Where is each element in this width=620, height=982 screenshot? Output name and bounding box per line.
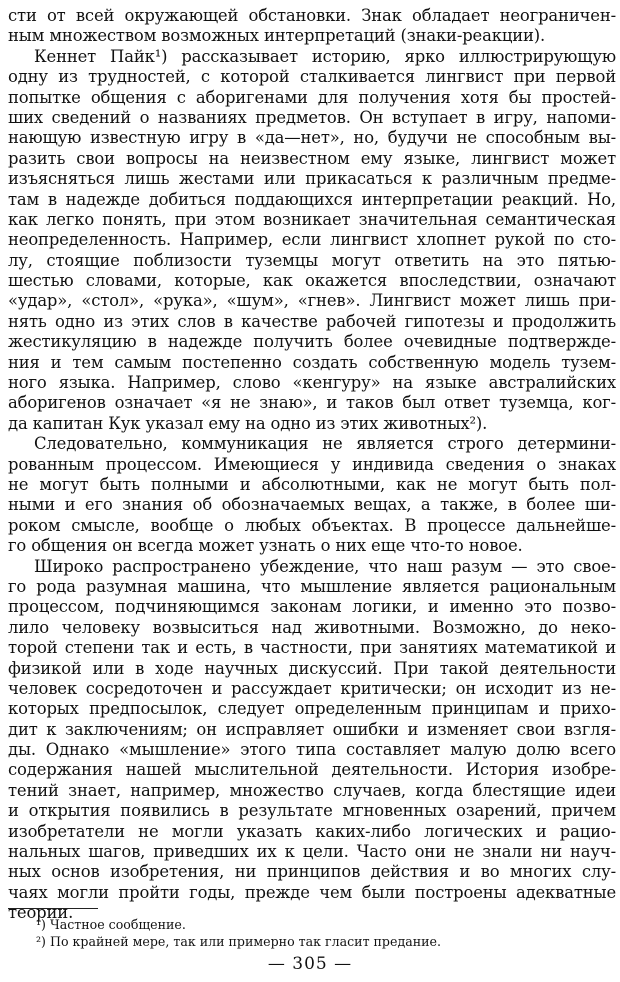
- text-line: содержания нашей мыслительной деятельности. История изобре-: [8, 760, 616, 780]
- text-line: нять одно из этих слов в качестве рабочей гипотезы и продолжить: [8, 311, 616, 331]
- text-line: как легко понять, при этом возникает значительная семантическая: [8, 209, 616, 229]
- footnote-divider: [8, 908, 98, 909]
- text-line: Широко распространено убеждение, что наш разум — это свое-: [34, 556, 616, 576]
- text-line: Следовательно, коммуникация не является строго детермини-: [34, 434, 616, 454]
- text-line: го рода разумная машина, что мышление является рациональным: [8, 576, 616, 596]
- text-line: которых предпосылок, следует определенным принципам и прихо-: [8, 699, 616, 719]
- text-line: жестикуляцию в надежде получить более очевидные подтвержде-: [8, 332, 616, 352]
- text-line: не могут быть полными и абсолютными, как не могут быть пол-: [8, 474, 616, 494]
- text-line: изобретатели не могли указать каких-либо логических и рацио-: [8, 821, 616, 841]
- text-line: одну из трудностей, с которой сталкивается лингвист при первой: [8, 67, 616, 87]
- text-line: нающую известную игру в «да—нет», но, будучи не способным вы-: [8, 128, 616, 148]
- text-line: «удар», «стол», «рука», «шум», «гнев». Лингвист может лишь при-: [8, 291, 616, 311]
- text-line: ды. Однако «мышление» этого типа составляет малую долю всего: [8, 740, 616, 760]
- text-line: ния и тем самым постепенно создать собственную модель тузем-: [8, 352, 616, 372]
- text-line: и открытия появились в результате мгновенных озарений, причем: [8, 801, 616, 821]
- footnote: ¹) Частное сообщение.: [36, 917, 186, 932]
- text-line: неопределенность. Например, если лингвист хлопнет рукой по сто-: [8, 230, 616, 250]
- page-number: — 305 —: [267, 954, 353, 974]
- text-line: Кеннет Пайк¹) рассказывает историю, ярко иллюстрирующую: [34, 46, 616, 66]
- text-line: ного языка. Например, слово «кенгуру» на языке австралийских: [8, 373, 616, 393]
- text-line: теории.: [8, 903, 74, 923]
- text-line: нальных шагов, приведших их к цели. Часто они не знали ни науч-: [8, 842, 616, 862]
- text-line: аборигенов означает «я не знаю», и таков был ответ туземца, ког-: [8, 393, 616, 413]
- text-line: го общения он всегда может узнать о них еще что-то новое.: [8, 536, 523, 556]
- text-line: лило человеку возвыситься над животными. Возможно, до неко-: [8, 617, 616, 637]
- text-line: человек сосредоточен и рассуждает критически; он исходит из не-: [8, 678, 616, 698]
- text-line: ных основ изобретения, ни принципов действия и во многих слу-: [8, 862, 616, 882]
- text-line: шестью словами, которые, как окажется впоследствии, означают: [8, 271, 616, 291]
- body-text: [8, 6, 616, 924]
- text-line: попытке общения с аборигенами для получения хотя бы простей-: [8, 87, 616, 107]
- text-line: физикой или в ходе научных дискуссий. При такой деятельности: [8, 658, 616, 678]
- text-line: процессом, подчиняющимся законам логики, и именно это позво-: [8, 597, 616, 617]
- text-line: ным множеством возможных интерпретаций (знаки-реакции).: [8, 26, 546, 46]
- text-line: изъясняться лишь жестами или прикасаться к различным предме-: [8, 169, 616, 189]
- text-line: ными и его знания об обозначаемых вещах, а также, в более ши-: [8, 495, 616, 515]
- text-line: тений знает, например, множество случаев, когда блестящие идеи: [8, 780, 616, 800]
- text-line: лу, стоящие поблизости туземцы могут ответить на это пятью-: [8, 250, 616, 270]
- text-line: разить свои вопросы на неизвестном ему языке, лингвист может: [8, 148, 616, 168]
- footnotes: [8, 916, 616, 950]
- text-line: там в надежде добиться поддающихся интерпретации реакций. Но,: [8, 189, 616, 209]
- text-line: ших сведений о названиях предметов. Он вступает в игру, напоми-: [8, 107, 616, 127]
- text-line: роком смысле, вообще о любых объектах. В процессе дальнейше-: [8, 515, 616, 535]
- text-line: да капитан Кук указал ему на одно из этих животных²).: [8, 413, 488, 433]
- footnote: ²) По крайней мере, так или примерно так гласит предание.: [36, 934, 441, 949]
- text-line: дит к заключениям; он исправляет ошибки и изменяет свои взгля-: [8, 719, 616, 739]
- text-line: торой степени так и есть, в частности, при занятиях математикой и: [8, 638, 616, 658]
- text-line: сти от всей окружающей обстановки. Знак обладает неограничен-: [8, 6, 616, 25]
- text-line: рованным процессом. Имеющиеся у индивида сведения о знаках: [8, 454, 616, 474]
- text-line: чаях могли пройти годы, прежде чем были построены адекватные: [8, 882, 616, 902]
